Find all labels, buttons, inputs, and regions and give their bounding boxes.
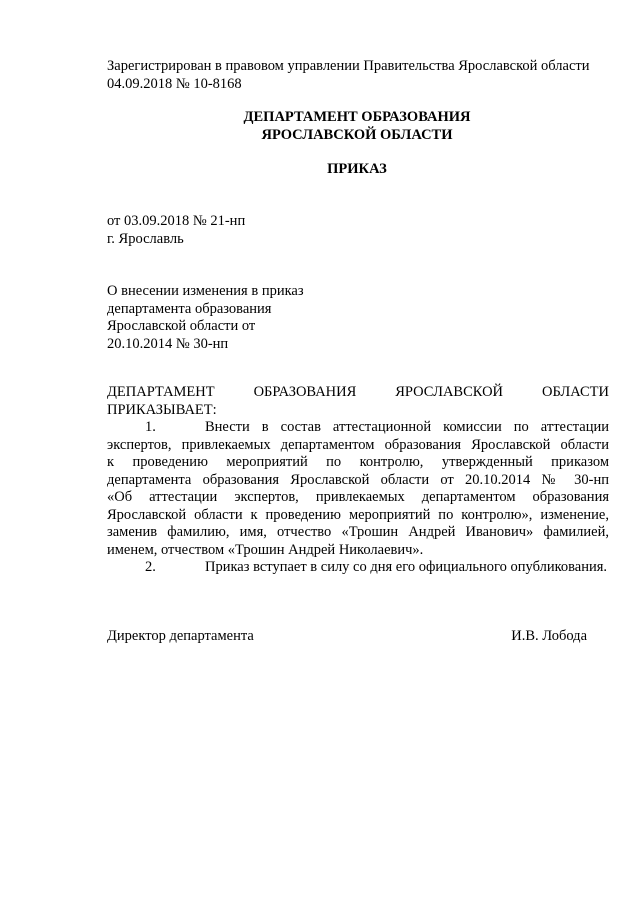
item-2-number: 2.	[145, 559, 156, 575]
department-title-line-1: ДЕПАРТАМЕНТ ОБРАЗОВАНИЯ	[243, 109, 471, 125]
item-1-first-line	[107, 419, 609, 437]
registration-note	[107, 58, 607, 93]
item-1-line-2: экспертов, привлекаемых департаментом образования Ярославской области	[107, 436, 609, 453]
item-2-text: Приказ вступает в силу со дня его официального опубликования.	[205, 559, 608, 575]
department-title	[107, 108, 607, 144]
item-2-line	[107, 559, 609, 577]
item-1-line-3: к проведению мероприятий по контролю, утвержденный приказом	[107, 454, 609, 470]
signatory-name: И.В. Лобода	[511, 628, 587, 644]
subject-line-2: департамента образования	[107, 300, 272, 317]
item-1-line-6: Ярославской области к проведению мероприятий по контролю», изменение,	[107, 506, 609, 523]
document-type-title: ПРИКАЗ	[327, 161, 387, 177]
subject-line-4: 20.10.2014 № 30-нп	[107, 335, 229, 352]
order-date-number: от 03.09.2018 № 21-нп	[107, 213, 246, 229]
department-title-line-2: ЯРОСЛАВСКОЙ ОБЛАСТИ	[261, 127, 453, 143]
item-1-line-8: именем, отчеством «Трошин Андрей Николаевич».	[107, 541, 424, 558]
item-1-number: 1.	[145, 419, 156, 435]
order-subject	[107, 283, 607, 353]
registration-line-2: 04.09.2018 № 10-8168	[107, 75, 242, 92]
order-body	[107, 384, 609, 577]
order-item-2	[107, 559, 609, 577]
registration-line-1: Зарегистрирован в правовом управлении Правительства Ярославской области	[107, 58, 590, 74]
subject-line-3: Ярославской области от	[107, 318, 256, 334]
order-date-and-place	[107, 213, 607, 248]
item-1-line-1: Внести в состав аттестационной комиссии по аттестации	[205, 419, 609, 435]
order-city: г. Ярославль	[107, 230, 184, 247]
preamble-line-1: ДЕПАРТАМЕНТ ОБРАЗОВАНИЯ ЯРОСЛАВСКОЙ ОБЛАСТИ	[107, 384, 609, 400]
item-1-line-4: департамента образования Ярославской области от 20.10.2014 № 30-нп	[107, 471, 609, 488]
preamble-line-2: ПРИКАЗЫВАЕТ:	[107, 401, 217, 418]
signatory-role: Директор департамента	[107, 628, 254, 644]
subject-line-1: О внесении изменения в приказ	[107, 283, 304, 299]
item-1-line-7: заменив фамилию, имя, отчество «Трошин Андрей Иванович» фамилией,	[107, 524, 609, 540]
item-1-line-5: «Об аттестации экспертов, привлекаемых департаментом образования	[107, 489, 609, 505]
order-item-1	[107, 419, 609, 559]
